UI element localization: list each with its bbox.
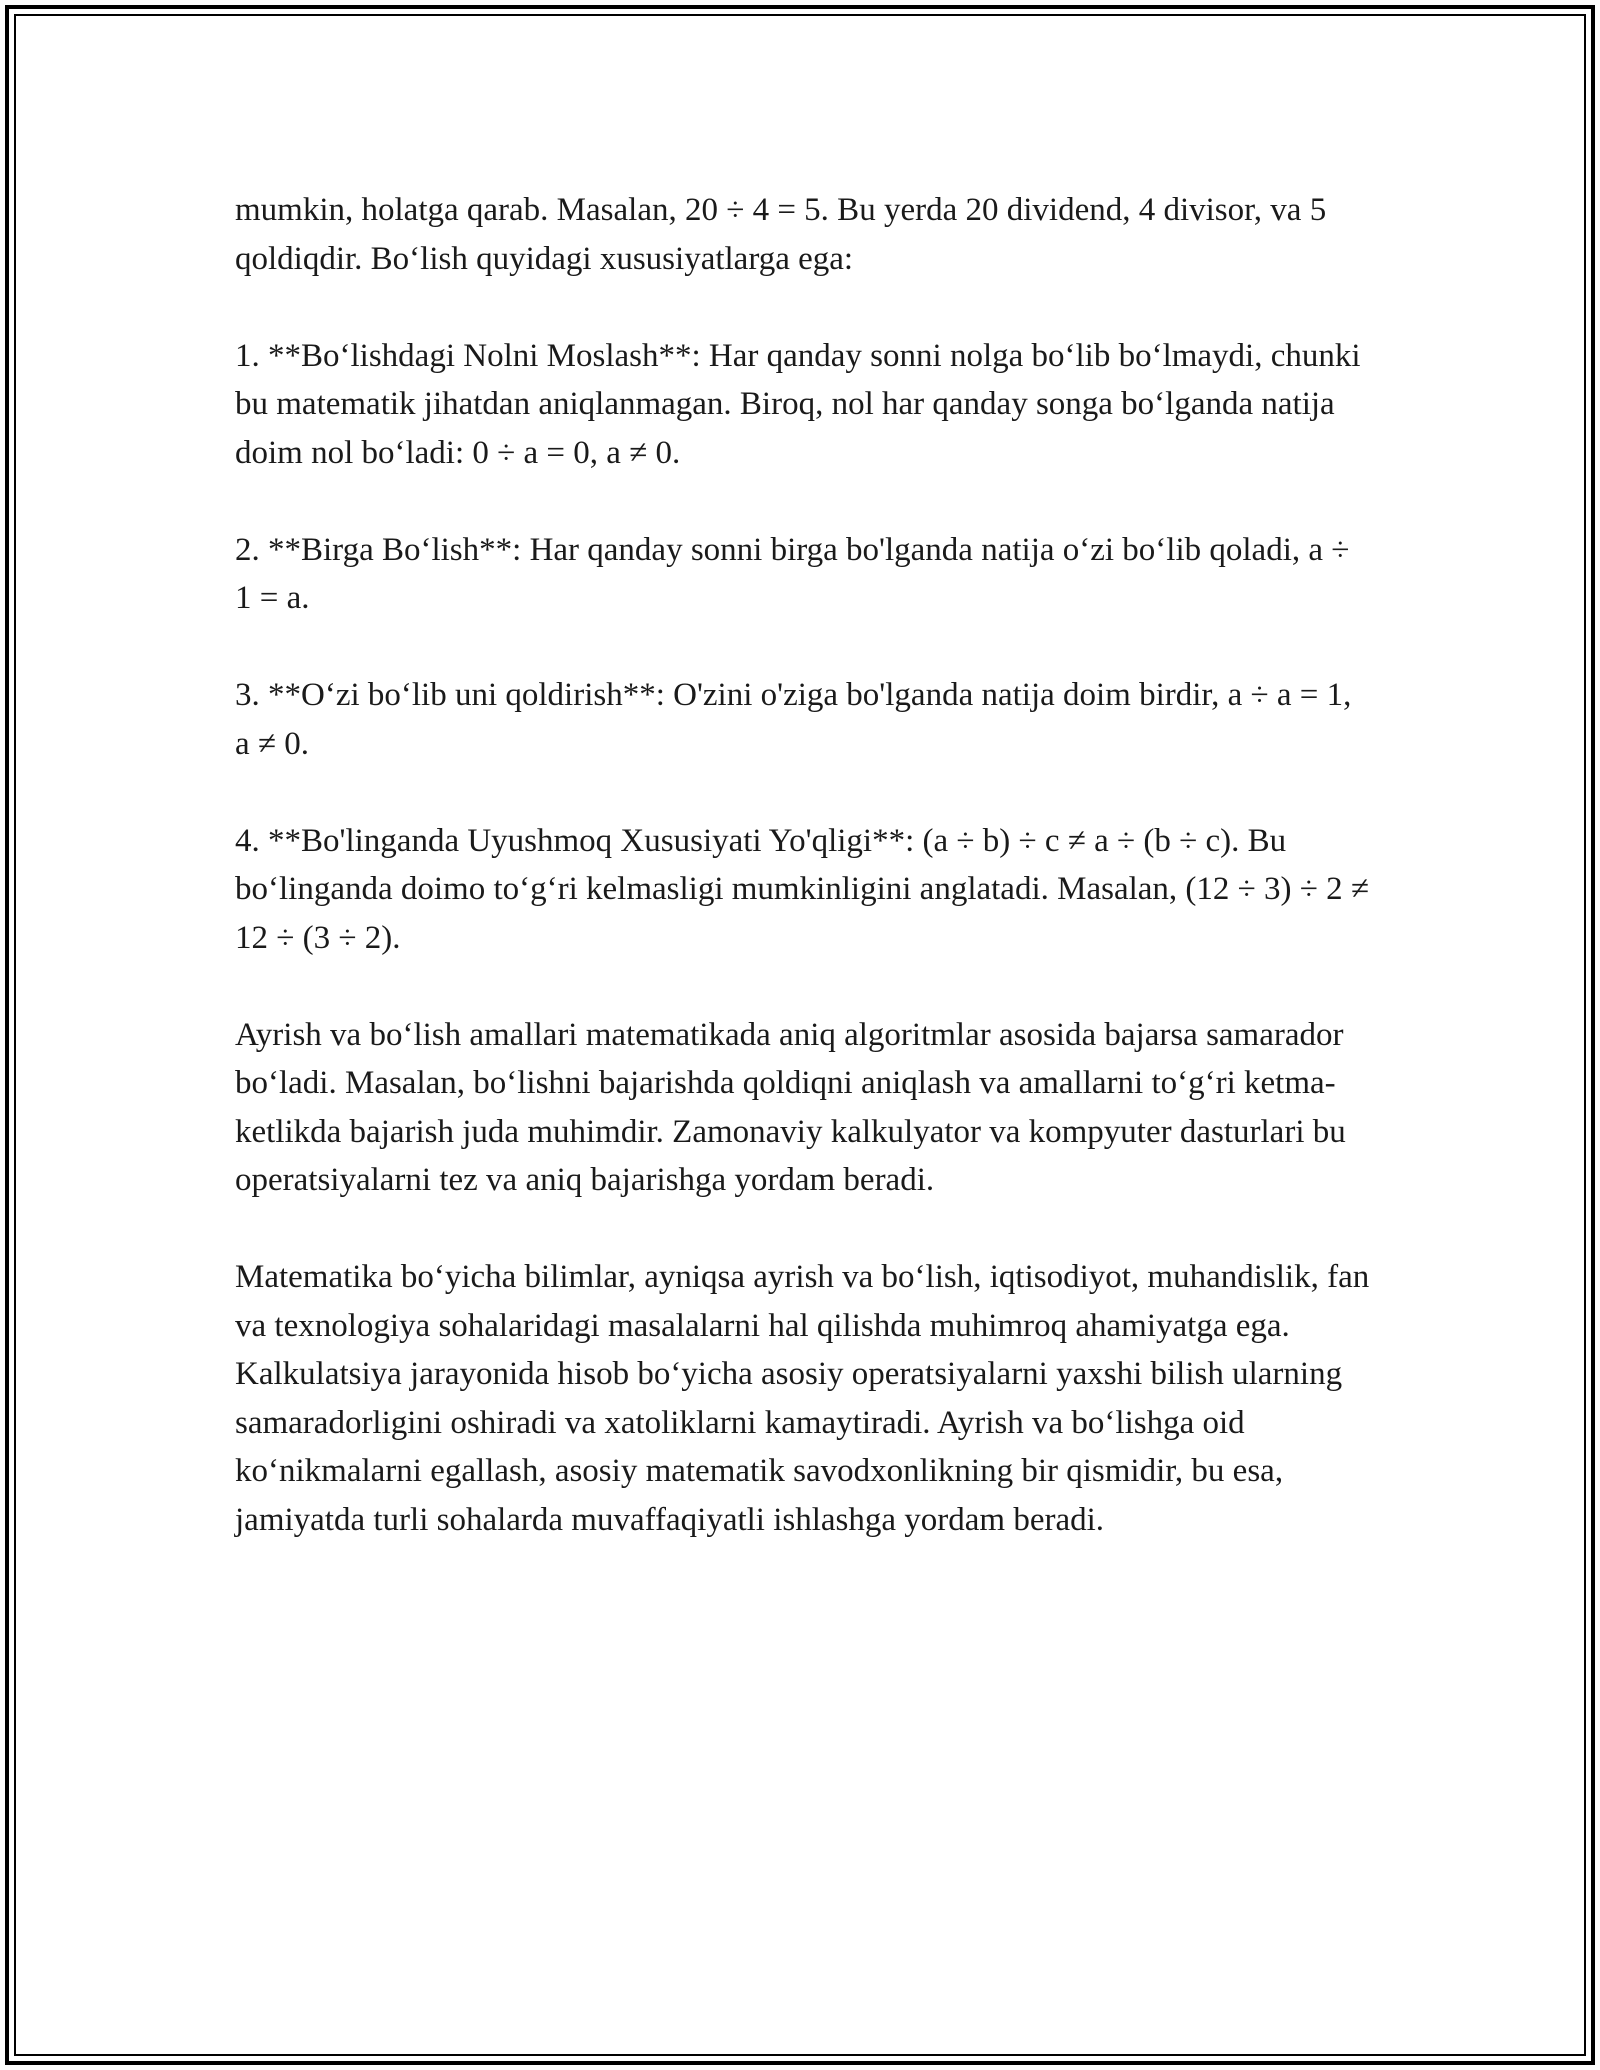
paragraph-property-one: 2. **Birga Bo‘lish**: Har qanday sonni birga bo'lganda natija o‘zi bo‘lib qoladi, a ÷ 1 = a. xyxy=(235,531,1350,616)
paragraph-division-intro: mumkin, holatga qarab. Masalan, 20 ÷ 4 = 5. Bu yerda 20 dividend, 4 divisor, va 5 qoldiqdir. Bo‘lish quyidagi xususiyatlarga ega: xyxy=(235,192,1327,277)
paragraph-property-self: 3. **O‘zi bo‘lib uni qoldirish**: O'zini o'ziga bo'lganda natija doim birdir, a ÷ a = 1, a ≠ 0. xyxy=(235,677,1352,762)
paragraph-property-zero: 1. **Bo‘lishdagi Nolni Moslash**: Har qanday sonni nolga bo‘lib bo‘lmaydi, chunki bu matematik jihatdan aniqlanmagan. Biroq, nol har qanday songa bo‘lganda natija doim nol bo‘ladi: 0 ÷ a = 0, a ≠ 0. xyxy=(235,337,1361,471)
paragraph-conclusion: Matematika bo‘yicha bilimlar, ayniqsa ayrish va bo‘lish, iqtisodiyot, muhandislik, fan va texnologiya sohalaridagi masalalarni hal qilishda muhimroq ahamiyatga ega. Kalkulatsiya jarayonida hisob bo‘yicha asosiy operatsiyalarni yaxshi bilish ularning samaradorligini oshiradi va xatoliklarni kamaytiradi. Ayrish va bo‘lishga oid ko‘nikmalarni egallash, asosiy matematik savodxonlikning bir qismidir, bu esa, jamiyatda turli sohalarda muvaffaqiyatli ishlashga yordam beradi. xyxy=(235,1259,1370,1538)
document-body xyxy=(235,186,1370,1593)
paragraph-algorithms: Ayrish va bo‘lish amallari matematikada aniq algoritmlar asosida bajarsa samarador bo‘ladi. Masalan, bo‘lishni bajarishda qoldiqni aniqlash va amallarni to‘g‘ri ketma-ketlikda bajarish juda muhimdir. Zamonaviy kalkulyator va kompyuter dasturlari bu operatsiyalarni tez va aniq bajarishga yordam beradi. xyxy=(235,1016,1346,1198)
paragraph-property-associativity: 4. **Bo'linganda Uyushmoq Xususiyati Yo'qligi**: (a ÷ b) ÷ c ≠ a ÷ (b ÷ c). Bu bo‘linganda doimo to‘g‘ri kelmasligi mumkinligini anglatadi. Masalan, (12 ÷ 3) ÷ 2 ≠ 12 ÷ (3 ÷ 2). xyxy=(235,822,1369,956)
